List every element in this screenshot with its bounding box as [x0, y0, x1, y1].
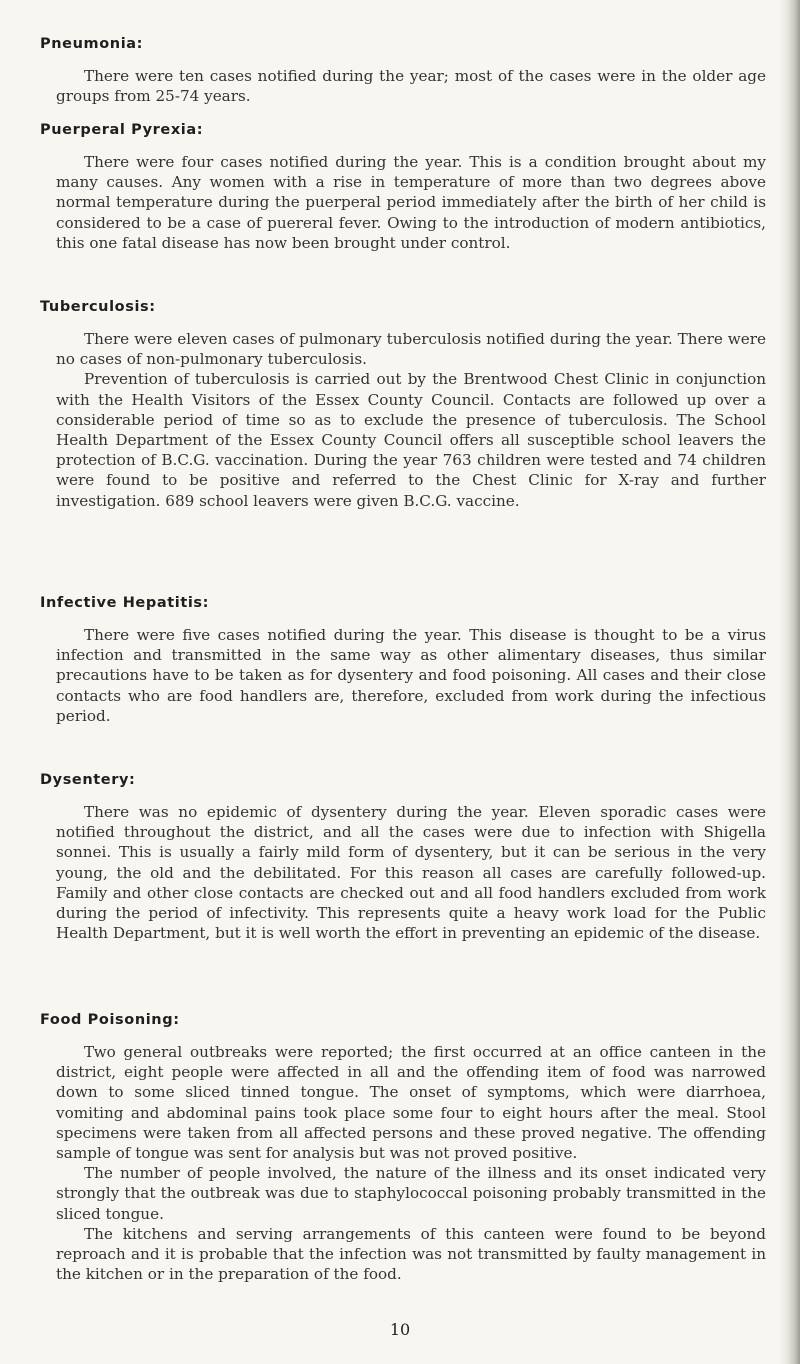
paragraph: There were five cases notified during the year. This disease is thought to be a virus infection and transmitted in the same way as other alimentary diseases, thus similar precautions have to be taken as for dysentery and food poisoning. All cases and their close contacts who are food handlers are, therefore, excluded from work during the infectious period.: [56, 626, 766, 725]
paragraph: The kitchens and serving arrangements of this canteen were found to be beyond reproach and it is probable that the infection was not transmitted by faulty management in the kitchen or in the preparation of the food.: [56, 1224, 766, 1284]
section-dysentery: [40, 772, 766, 943]
section-food-poisoning: [40, 1012, 766, 1284]
paragraph: The number of people involved, the nature of the illness and its onset indicated very strongly that the outbreak was due to staphylococcal poisoning probably transmitted in the sliced tongue.: [56, 1164, 766, 1223]
section-heading: Food Poisoning:: [40, 1012, 180, 1028]
paragraph: There were four cases notified during the year. This is a condition brought about my many causes. Any women with a rise in temperature of more than two degrees above normal temperature during the puerperal period immediately after the birth of her child is considered to be a case of puereral fever. Owing to the introduction of modern antibiotics, this one fatal disease has now been brought under control.: [56, 153, 766, 252]
section-heading: Tuberculosis:: [40, 299, 156, 315]
paragraph: There were eleven cases of pulmonary tuberculosis notified during the year. There were no cases of non-pulmonary tuberculosis.: [56, 330, 766, 369]
paragraph: Two general outbreaks were reported; the first occurred at an office canteen in the district, eight people were affected in all and the offending item of food was narrowed down to some sliced tinned tongue. The onset of symptoms, which were diarrhoea, vomiting and abdominal pains took place some four to eight hours after the meal. Stool specimens were taken from all affected persons and these proved negative. The offending sample of tongue was sent for analysis but was not proved positive.: [56, 1043, 766, 1163]
section-tuberculosis: [40, 299, 766, 511]
paragraph: Prevention of tuberculosis is carried out by the Brentwood Chest Clinic in conjunction with the Health Visitors of the Essex County Council. Contacts are followed up over a considerable period of time so as to exclude the presence of tuberculosis. The School Health Department of the Essex County Council offers all susceptible school leavers the protection of B.C.G. vaccination. During the year 763 children were tested and 74 children were found to be positive and referred to the Chest Clinic for X-ray and further investigation. 689 school leavers were given B.C.G. vaccine.: [56, 370, 766, 510]
section-infective-hepatitis: [40, 595, 766, 726]
page-number: 10: [389, 1320, 411, 1339]
section-heading: Infective Hepatitis:: [40, 595, 210, 611]
section-heading: Puerperal Pyrexia:: [40, 122, 204, 138]
section-heading: Pneumonia:: [40, 36, 144, 52]
paragraph: There was no epidemic of dysentery during the year. Eleven sporadic cases were notified throughout the district, and all the cases were due to infection with Shigella sonnei. This is usually a fairly mild form of dysentery, but it can be serious in the very young, the old and the debilitated. For this reason all cases are carefully followed-up. Family and other close contacts are checked out and all food handlers excluded from work during the period of infectivity. This represents quite a heavy work load for the Public Health Department, but it is well worth the effort in preventing an epidemic of the disease.: [56, 803, 766, 943]
section-pneumonia: [40, 36, 766, 106]
section-heading: Dysentery:: [40, 772, 136, 788]
section-puerperal-pyrexia: [40, 122, 766, 253]
page-edge-shadow: [778, 0, 800, 1364]
paragraph: There were ten cases notified during the year; most of the cases were in the older age groups from 25-74 years.: [56, 67, 766, 106]
